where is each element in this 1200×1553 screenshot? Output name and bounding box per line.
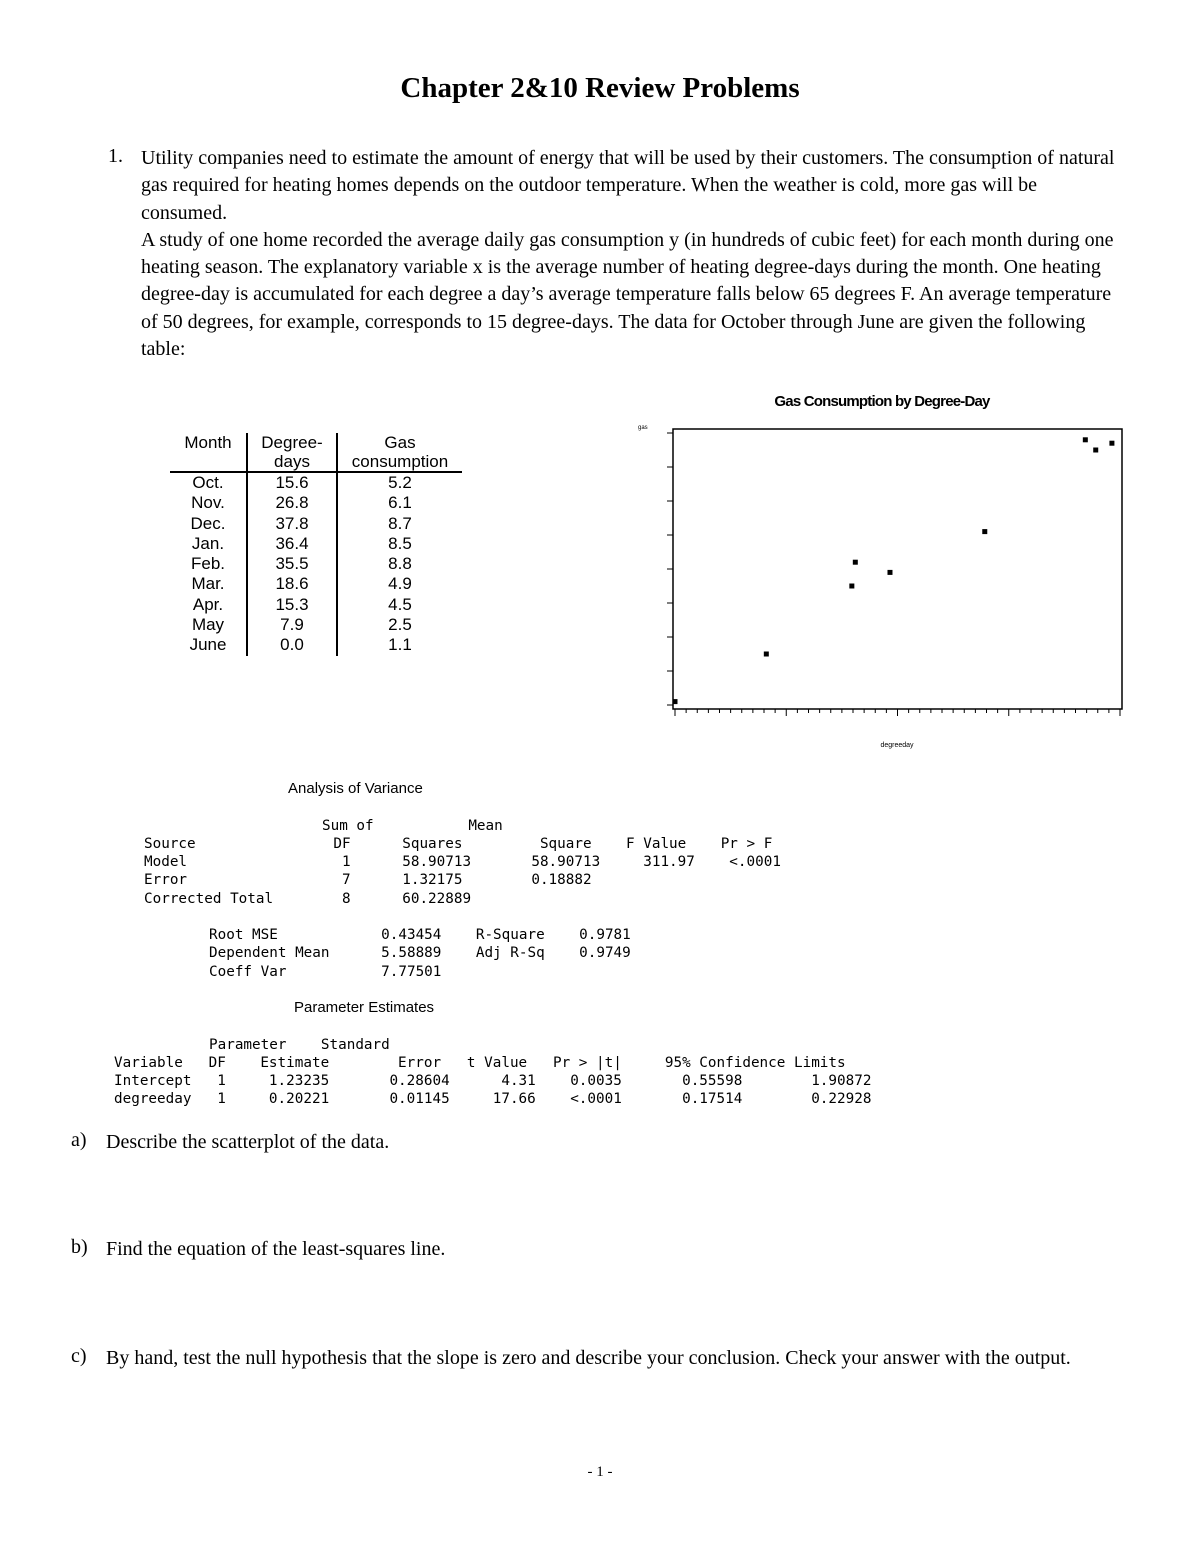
month-cell: June: [170, 635, 247, 655]
anova-row-total: Corrected Total 8 60.22889: [144, 890, 472, 907]
table-row: [170, 493, 462, 513]
month-cell: Feb.: [170, 554, 247, 574]
param-estimates-heading: Parameter Estimates: [294, 999, 435, 1016]
param-header-1: Parameter Standard: [209, 1037, 390, 1053]
part-c-text: By hand, test the null hypothesis that the slope is zero and describe your conclusion. Check your answer with the output.: [106, 1347, 1071, 1369]
y-axis-label: gas: [638, 425, 648, 431]
degree-days-cell: 18.6: [247, 574, 337, 594]
scatter-point: [982, 529, 987, 534]
question-paragraph-1: Utility companies need to estimate the amount of energy that will be used by their customers. The consumption of natural gas required for heating homes depends on the outdoor temperature. When the weather is cold, more gas will be consumed.: [141, 147, 1115, 224]
param-row-degreeday: degreeday 1 0.20221 0.01145 17.66 <.0001 0.17514 0.22928: [114, 1091, 872, 1108]
part-a-text: Describe the scatterplot of the data.: [106, 1131, 390, 1153]
question-text: [141, 145, 1121, 363]
table-row: [170, 514, 462, 534]
gas-cell: 2.5: [388, 615, 412, 635]
table-row: [170, 472, 462, 493]
anova-heading: Analysis of Variance: [288, 780, 423, 797]
fit-row-dependent-mean: Dependent Mean 5.58889 Adj R-Sq 0.9749: [209, 945, 631, 962]
gas-cell: 5.2: [388, 473, 412, 492]
scatter-point: [673, 699, 678, 704]
table-row: [170, 615, 462, 635]
month-cell: Jan.: [170, 534, 247, 554]
header-degree-days: Degree- days: [247, 433, 337, 472]
param-header-2: Variable DF Estimate Error t Value Pr > |t| 95% Confidence Limits: [114, 1055, 846, 1071]
table-row: [170, 554, 462, 574]
gas-cell: 8.5: [388, 533, 412, 553]
degree-days-cell: 37.8: [247, 514, 337, 534]
month-cell: Oct.: [170, 472, 247, 493]
degree-days-cell: 35.5: [247, 554, 337, 574]
fit-row-root-mse: Root MSE 0.43454 R-Square 0.9781: [209, 927, 631, 943]
page-title: Chapter 2&10 Review Problems: [400, 72, 800, 104]
gas-cell: 4.9: [388, 574, 412, 594]
scatter-point: [1083, 437, 1088, 442]
scatter-point: [1109, 441, 1114, 446]
scatter-point: [764, 652, 769, 657]
gas-cell: 8.7: [388, 513, 412, 533]
gas-cell: 6.1: [388, 493, 412, 513]
degree-days-cell: 7.9: [247, 615, 337, 635]
part-c-label: c): [71, 1345, 87, 1367]
part-a-label: a): [71, 1129, 87, 1151]
gas-cell: 8.8: [388, 554, 412, 574]
scatter-chart: [630, 385, 1130, 757]
chart-title: Gas Consumption by Degree-Day: [774, 393, 990, 410]
month-cell: Mar.: [170, 574, 247, 594]
anova-header-1: Sum of Mean: [322, 818, 503, 834]
month-cell: Apr.: [170, 595, 247, 615]
plot-frame: [673, 429, 1122, 709]
data-table: [170, 433, 462, 656]
month-cell: Dec.: [170, 514, 247, 534]
table-row: [170, 595, 462, 615]
gas-cell: 1.1: [388, 635, 412, 655]
header-gas-consumption: Gas consumption: [337, 433, 462, 472]
degree-days-cell: 36.4: [247, 534, 337, 554]
page-number: - 1 -: [587, 1464, 613, 1480]
data-points: [673, 437, 1115, 704]
month-cell: May: [170, 615, 247, 635]
degree-days-cell: 0.0: [247, 635, 337, 655]
anova-row-error: Error 7 1.32175 0.18882: [144, 872, 592, 889]
anova-table: [144, 853, 781, 908]
axis-ticks: [667, 433, 1120, 716]
header-month: Month: [170, 433, 247, 472]
table-row: [170, 635, 462, 655]
scatter-point: [887, 570, 892, 575]
degree-days-cell: 15.6: [247, 472, 337, 493]
param-table: [114, 1072, 871, 1109]
table-row: [170, 574, 462, 594]
x-axis-label: degreeday: [880, 742, 914, 749]
month-cell: Nov.: [170, 493, 247, 513]
scatter-point: [849, 584, 854, 589]
gas-cell: 4.5: [388, 594, 412, 614]
question-paragraph-2: A study of one home recorded the average daily gas consumption y (in hundreds of cubic feet) for each month during one heating season. The explanatory variable x is the average number of heating degree-days during the month. One heating degree-day is accumulated for each degree a day’s average temperature falls below 65 degrees F. An average temperature of 50 degrees, for example, corresponds to 15 degree-days. The data for October through June are given the following table:: [141, 228, 1114, 361]
fit-row-coeff-var: Coeff Var 7.77501: [209, 963, 442, 980]
table-row: [170, 534, 462, 554]
part-b-text: Find the equation of the least-squares line.: [106, 1238, 446, 1260]
degree-days-cell: 15.3: [247, 595, 337, 615]
fit-statistics: [209, 926, 631, 981]
param-row-intercept: Intercept 1 1.23235 0.28604 4.31 0.0035 0.55598 1.90872: [114, 1073, 872, 1089]
scatter-point: [1093, 448, 1098, 453]
scatter-point: [853, 560, 858, 565]
anova-row-model: Model 1 58.90713 58.90713 311.97 <.0001: [144, 854, 781, 870]
part-b-label: b): [71, 1236, 88, 1258]
anova-header-2: Source DF Squares Square F Value Pr > F: [144, 836, 773, 852]
degree-days-cell: 26.8: [247, 493, 337, 513]
table-header-row: [170, 433, 462, 472]
question-number: 1.: [108, 145, 123, 167]
